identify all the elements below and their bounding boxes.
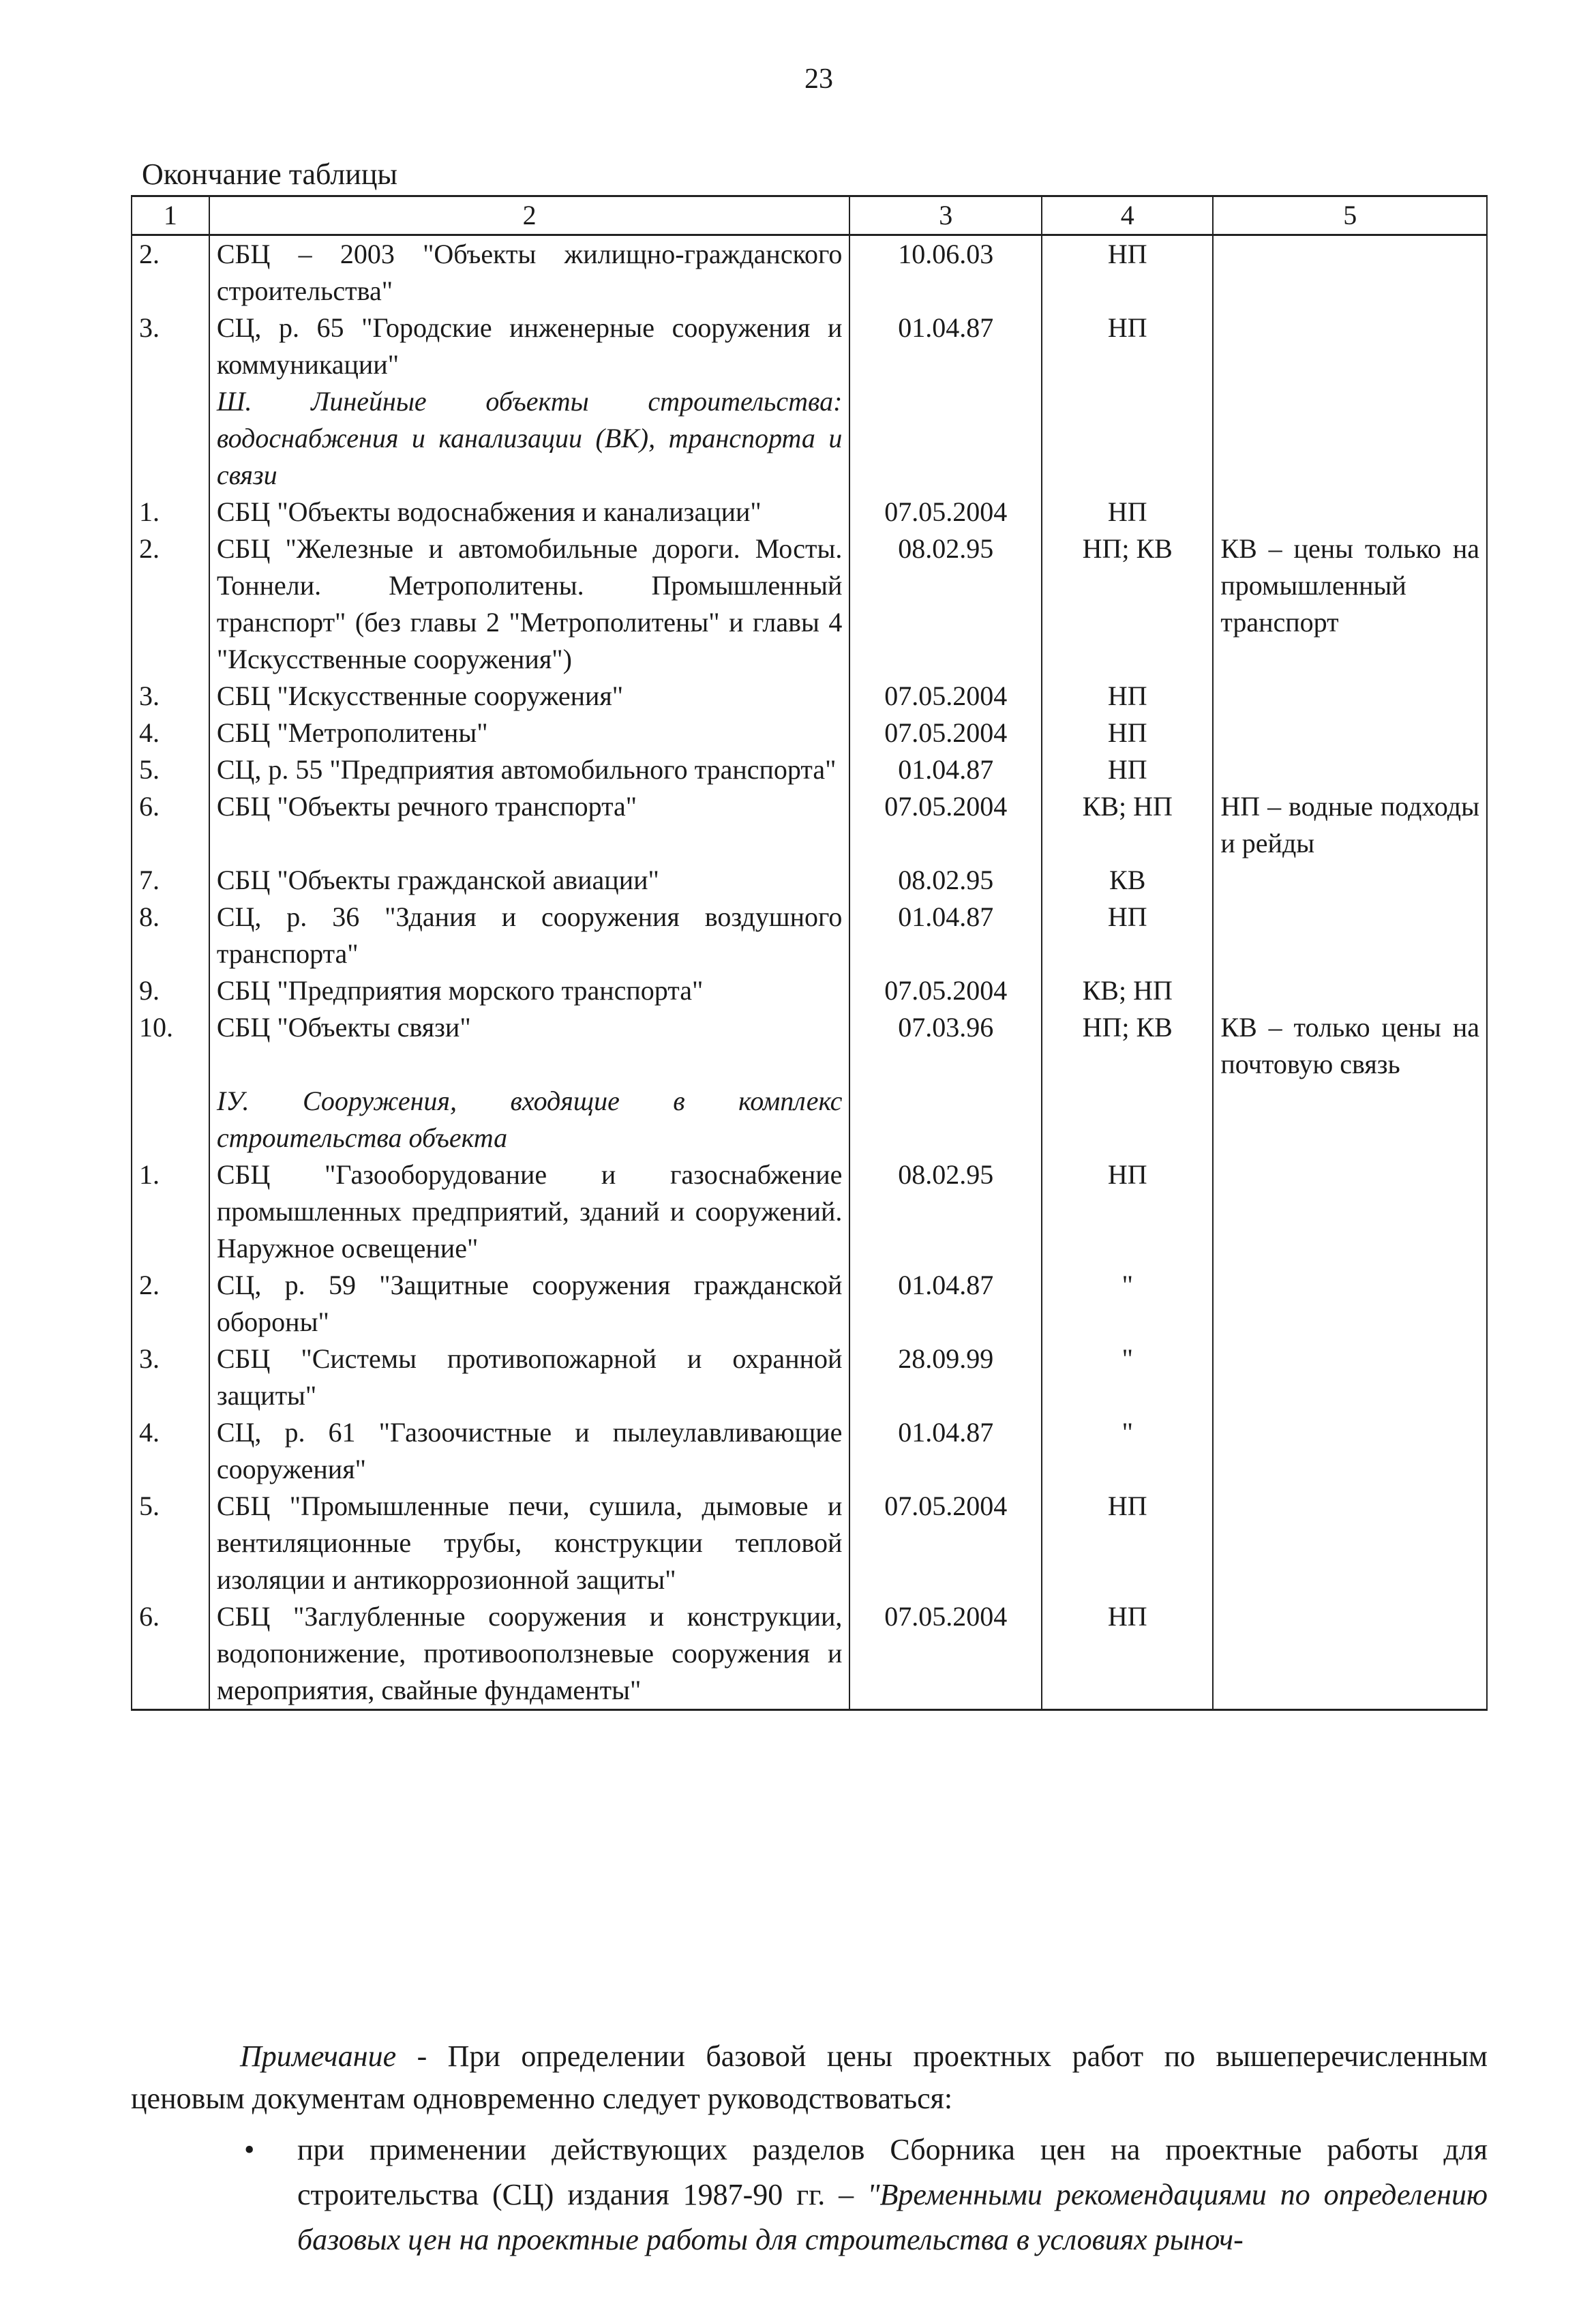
- row-document: СЦ, р. 61 "Газоочистные и пылеулавливающие сооружения": [209, 1414, 850, 1488]
- row-note: [1213, 715, 1487, 751]
- header-cell: 4: [1042, 196, 1213, 235]
- table-row: [132, 972, 1487, 1009]
- table-row: [132, 862, 1487, 899]
- row-document: СЦ, р. 65 "Городские инженерные сооружения и коммуникации": [209, 310, 850, 383]
- row-note: [1213, 862, 1487, 899]
- row-document: СБЦ "Заглубленные сооружения и конструкции, водопонижение, противооползневые сооружения и мероприятия, свайные фундаменты": [209, 1598, 850, 1710]
- row-number: 3.: [132, 1341, 209, 1414]
- table-row: [132, 1341, 1487, 1414]
- row-code: КВ; НП: [1042, 788, 1213, 862]
- row-code: [1042, 1083, 1213, 1156]
- row-document: IУ. Сооружения, входящие в комплекс строительства объекта: [209, 1083, 850, 1156]
- note-label: Примечание: [240, 2039, 397, 2073]
- row-number: 5.: [132, 1488, 209, 1598]
- table-row: [132, 494, 1487, 530]
- row-note: [1213, 494, 1487, 530]
- row-code: ": [1042, 1414, 1213, 1488]
- row-date: 01.04.87: [849, 1267, 1042, 1341]
- row-date: 08.02.95: [849, 530, 1042, 678]
- row-document: СБЦ "Объекты гражданской авиации": [209, 862, 850, 899]
- table-caption: Окончание таблицы: [142, 158, 397, 191]
- row-date: 01.04.87: [849, 1414, 1042, 1488]
- note-paragraph: [131, 2035, 1488, 2120]
- row-number: 9.: [132, 972, 209, 1009]
- row-number: 6.: [132, 1598, 209, 1710]
- row-code: [1042, 383, 1213, 494]
- row-code: КВ: [1042, 862, 1213, 899]
- row-date: 28.09.99: [849, 1341, 1042, 1414]
- row-code: НП: [1042, 899, 1213, 972]
- table-section-row: [132, 1083, 1487, 1156]
- row-code: НП: [1042, 1156, 1213, 1267]
- row-document: СБЦ – 2003 "Объекты жилищно-гражданского строительства": [209, 235, 850, 310]
- row-number: 10.: [132, 1009, 209, 1083]
- table-header-row: [132, 196, 1487, 235]
- row-note: [1213, 1598, 1487, 1710]
- row-note: [1213, 1414, 1487, 1488]
- row-document: СБЦ "Железные и автомобильные дороги. Мосты. Тоннели. Метрополитены. Промышленный транспорт" (без главы 2 "Метрополитены" и главы 4 "Искусственные сооружения"): [209, 530, 850, 678]
- row-date: [849, 383, 1042, 494]
- row-number: 2.: [132, 1267, 209, 1341]
- header-cell: 1: [132, 196, 209, 235]
- row-code: НП; КВ: [1042, 1009, 1213, 1083]
- row-code: КВ; НП: [1042, 972, 1213, 1009]
- row-document: СБЦ "Предприятия морского транспорта": [209, 972, 850, 1009]
- row-code: НП: [1042, 1488, 1213, 1598]
- table-row: [132, 310, 1487, 383]
- row-date: 07.05.2004: [849, 494, 1042, 530]
- table-section-row: [132, 383, 1487, 494]
- row-date: 07.05.2004: [849, 1488, 1042, 1598]
- row-note: [1213, 1156, 1487, 1267]
- row-date: 07.05.2004: [849, 788, 1042, 862]
- header-cell: 2: [209, 196, 850, 235]
- bullet-item: [131, 2127, 1488, 2262]
- row-document: СБЦ "Объекты водоснабжения и канализации": [209, 494, 850, 530]
- table-row: [132, 1598, 1487, 1710]
- table-row: [132, 1156, 1487, 1267]
- row-number: 2.: [132, 235, 209, 310]
- row-document: СБЦ "Метрополитены": [209, 715, 850, 751]
- row-number: 1.: [132, 1156, 209, 1267]
- row-code: НП: [1042, 751, 1213, 788]
- row-date: 01.04.87: [849, 751, 1042, 788]
- row-note: [1213, 972, 1487, 1009]
- row-document: Ш. Линейные объекты строительства: водоснабжения и канализации (ВК), транспорта и связи: [209, 383, 850, 494]
- row-number: [132, 1083, 209, 1156]
- row-document: СБЦ "Искусственные сооружения": [209, 678, 850, 715]
- table-row: [132, 1414, 1487, 1488]
- row-note: [1213, 678, 1487, 715]
- table-row: [132, 788, 1487, 862]
- bullet-text-plain: при применении действующих разделов Сборника цен на проектные работы для строительства (СЦ) издания 1987-90 гг. –: [297, 2133, 1488, 2211]
- row-date: 07.05.2004: [849, 972, 1042, 1009]
- row-note: [1213, 1341, 1487, 1414]
- table-row: [132, 1267, 1487, 1341]
- row-document: СБЦ "Объекты связи": [209, 1009, 850, 1083]
- table-row: [132, 1009, 1487, 1083]
- row-date: 08.02.95: [849, 862, 1042, 899]
- row-date: 01.04.87: [849, 899, 1042, 972]
- row-number: 7.: [132, 862, 209, 899]
- row-date: 01.04.87: [849, 310, 1042, 383]
- row-document: СЦ, р. 36 "Здания и сооружения воздушного транспорта": [209, 899, 850, 972]
- row-number: 4.: [132, 1414, 209, 1488]
- row-code: НП: [1042, 494, 1213, 530]
- row-note: [1213, 310, 1487, 383]
- table-row: [132, 715, 1487, 751]
- header-cell: 3: [849, 196, 1042, 235]
- table-row: [132, 899, 1487, 972]
- row-number: 3.: [132, 678, 209, 715]
- row-note: [1213, 1267, 1487, 1341]
- table-row: [132, 751, 1487, 788]
- row-date: 10.06.03: [849, 235, 1042, 310]
- row-date: 07.05.2004: [849, 1598, 1042, 1710]
- bullet-icon: •: [244, 2133, 255, 2166]
- row-note: [1213, 1083, 1487, 1156]
- page-number: 23: [804, 63, 833, 95]
- row-document: СБЦ "Промышленные печи, сушила, дымовые и вентиляционные трубы, конструкции тепловой изоляции и антикоррозионной защиты": [209, 1488, 850, 1598]
- table-row: [132, 678, 1487, 715]
- row-note: [1213, 751, 1487, 788]
- table-row: [132, 530, 1487, 678]
- bullet-text: [297, 2127, 1488, 2262]
- row-note: [1213, 235, 1487, 310]
- table-row: [132, 1488, 1487, 1598]
- row-date: 07.05.2004: [849, 715, 1042, 751]
- row-number: 5.: [132, 751, 209, 788]
- row-note: [1213, 1488, 1487, 1598]
- row-code: НП: [1042, 678, 1213, 715]
- row-date: [849, 1083, 1042, 1156]
- row-number: 2.: [132, 530, 209, 678]
- price-documents-table: [131, 195, 1488, 1711]
- row-note: КВ – только цены на почтовую связь: [1213, 1009, 1487, 1083]
- row-note: КВ – цены только на промышленный транспорт: [1213, 530, 1487, 678]
- row-code: ": [1042, 1341, 1213, 1414]
- row-date: 07.03.96: [849, 1009, 1042, 1083]
- row-document: СБЦ "Объекты речного транспорта": [209, 788, 850, 862]
- row-number: 3.: [132, 310, 209, 383]
- row-code: НП: [1042, 235, 1213, 310]
- row-date: 07.05.2004: [849, 678, 1042, 715]
- row-code: НП: [1042, 310, 1213, 383]
- row-number: 4.: [132, 715, 209, 751]
- row-code: ": [1042, 1267, 1213, 1341]
- row-note: НП – водные подходы и рейды: [1213, 788, 1487, 862]
- header-cell: 5: [1213, 196, 1487, 235]
- row-number: 8.: [132, 899, 209, 972]
- note-text: - При определении базовой цены проектных работ по вышеперечисленным ценовым документам одновременно следует руководствоваться:: [131, 2039, 1488, 2115]
- row-document: СБЦ "Газооборудование и газоснабжение промышленных предприятий, зданий и сооружений. Наружное освещение": [209, 1156, 850, 1267]
- row-note: [1213, 899, 1487, 972]
- row-note: [1213, 383, 1487, 494]
- row-code: НП; КВ: [1042, 530, 1213, 678]
- row-document: СЦ, р. 55 "Предприятия автомобильного транспорта": [209, 751, 850, 788]
- row-date: 08.02.95: [849, 1156, 1042, 1267]
- row-document: СБЦ "Системы противопожарной и охранной защиты": [209, 1341, 850, 1414]
- row-code: НП: [1042, 715, 1213, 751]
- row-code: НП: [1042, 1598, 1213, 1710]
- row-number: 6.: [132, 788, 209, 862]
- row-document: СЦ, р. 59 "Защитные сооружения гражданской обороны": [209, 1267, 850, 1341]
- table-row: [132, 235, 1487, 310]
- row-number: 1.: [132, 494, 209, 530]
- row-number: [132, 383, 209, 494]
- bullet-text-italic: "Временными рекомендациями по определению базовых цен на проектные работы для строительства в условиях рыноч-: [297, 2178, 1488, 2256]
